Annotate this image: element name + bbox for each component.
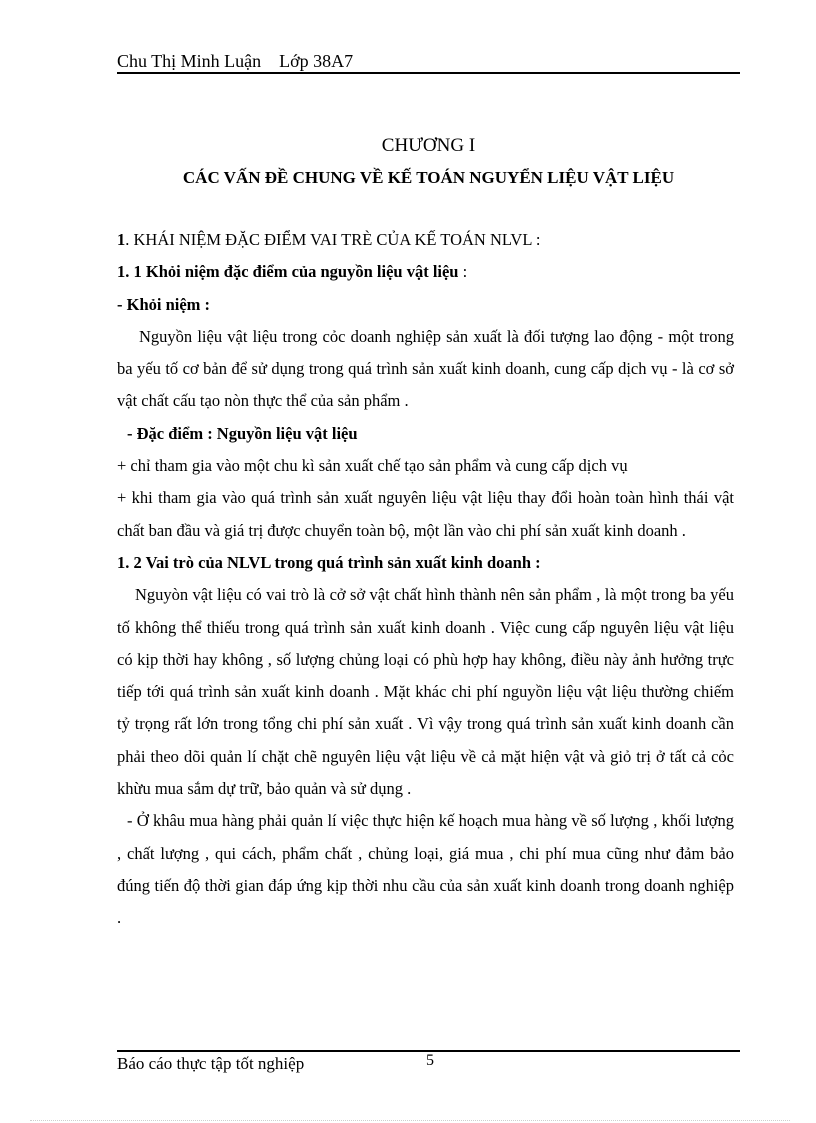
section-1-2-heading: 1. 2 Vai trò của NLVL trong quá trình sản xuất kinh doanh : [117,552,541,572]
page-number: 5 [426,1052,434,1069]
definition-paragraph: Nguyồn liệu vật liệu trong cỏc doanh nghiệp sản xuất là đối tượng lao động - một trong ba yếu tố cơ bản để sử dụng trong quá trình sản xuất kinh doanh, cung cấp dịch vụ - là cơ sở vật chất cấu tạo nòn thực thể của sản phẩm . [117,326,734,411]
section-1-number: 1 [117,230,126,249]
definition-heading: - Khỏi niệm : [117,294,211,314]
document-body [117,224,734,935]
author-name: Chu Thị Minh Luận [117,51,262,71]
section-1-1-title: 1. 1 Khỏi niệm đặc điểm của nguyồn liệu vật liệu [117,262,459,282]
chapter-title: CÁC VẤN ĐỀ CHUNG VỀ KẾ TOÁN NGUYỂN LIỆU VẬT LIỆU [182,168,675,187]
footer-text: Báo cáo thực tập tốt nghiệp [117,1054,305,1073]
section-1-1-tail: : [458,262,468,282]
chapter-number: CHƯƠNG I [381,135,476,156]
section-1-heading [117,224,734,256]
feature-item-1: + chỉ tham gia vào một chu kì sản xuất chế tạo sản phẩm và cung cấp dịch vụ [117,456,628,476]
page-edge-dotted-line [30,1120,790,1121]
class-label: Lớp 38A7 [279,51,354,71]
feature-item-2: + khi tham gia vào quá trình sản xuất nguyên liệu vật liệu thay đổi hoàn toàn hình thái vật chất ban đầu và giá trị được chuyển toàn bộ, một lần vào chi phí sản xuất kinh doanh . [117,488,734,540]
section-1-1-heading [117,256,734,288]
features-heading: - Đặc điểm : Nguyồn liệu vật liệu [127,423,358,443]
purchase-paragraph: - Ở khâu mua hàng phải quản lí việc thực hiện kế hoạch mua hàng về số lượng , khối lượng , chất lượng , qui cách, phẩm chất , chủng loại, giá mua , chi phí mua cũng như đảm bảo đúng tiến độ thời gian đáp ứng kịp thời nhu cầu của sản xuất kinh doanh trong doanh nghiệp . [117,811,734,928]
header-divider [117,72,740,74]
section-1-text: . KHÁI NIỆM ĐẶC ĐIỂM VAI TRÈ CỦA KẾ TOÁN NLVL : [125,230,541,249]
role-paragraph: Nguyòn vật liệu có vai trò là cở sở vật chất hình thành nên sản phẩm , là một trong ba yếu tố không thể thiếu trong quá trình sản xuất kinh doanh . Việc cung cấp nguyên liệu vật liệu có kịp thời hay không , số lượng chủng loại có phù hợp hay không, điều này ảnh hưởng trực tiếp tới quá trình sản xuất kinh doanh . Mặt khác chi phí nguyồn liệu vật liệu thường chiếm tỷ trọng rất lớn trong tổng chi phí sản xuất . Vì vậy trong quá trình sản xuất kinh doanh cần phải theo dõi quản lí chặt chẽ nguyên liệu vật liệu về cả mặt hiện vật và giỏ trị ở tất cả cỏc khừu mua sắm dự trữ, bảo quản và sử dụng . [117,585,734,799]
page-header [117,50,740,72]
